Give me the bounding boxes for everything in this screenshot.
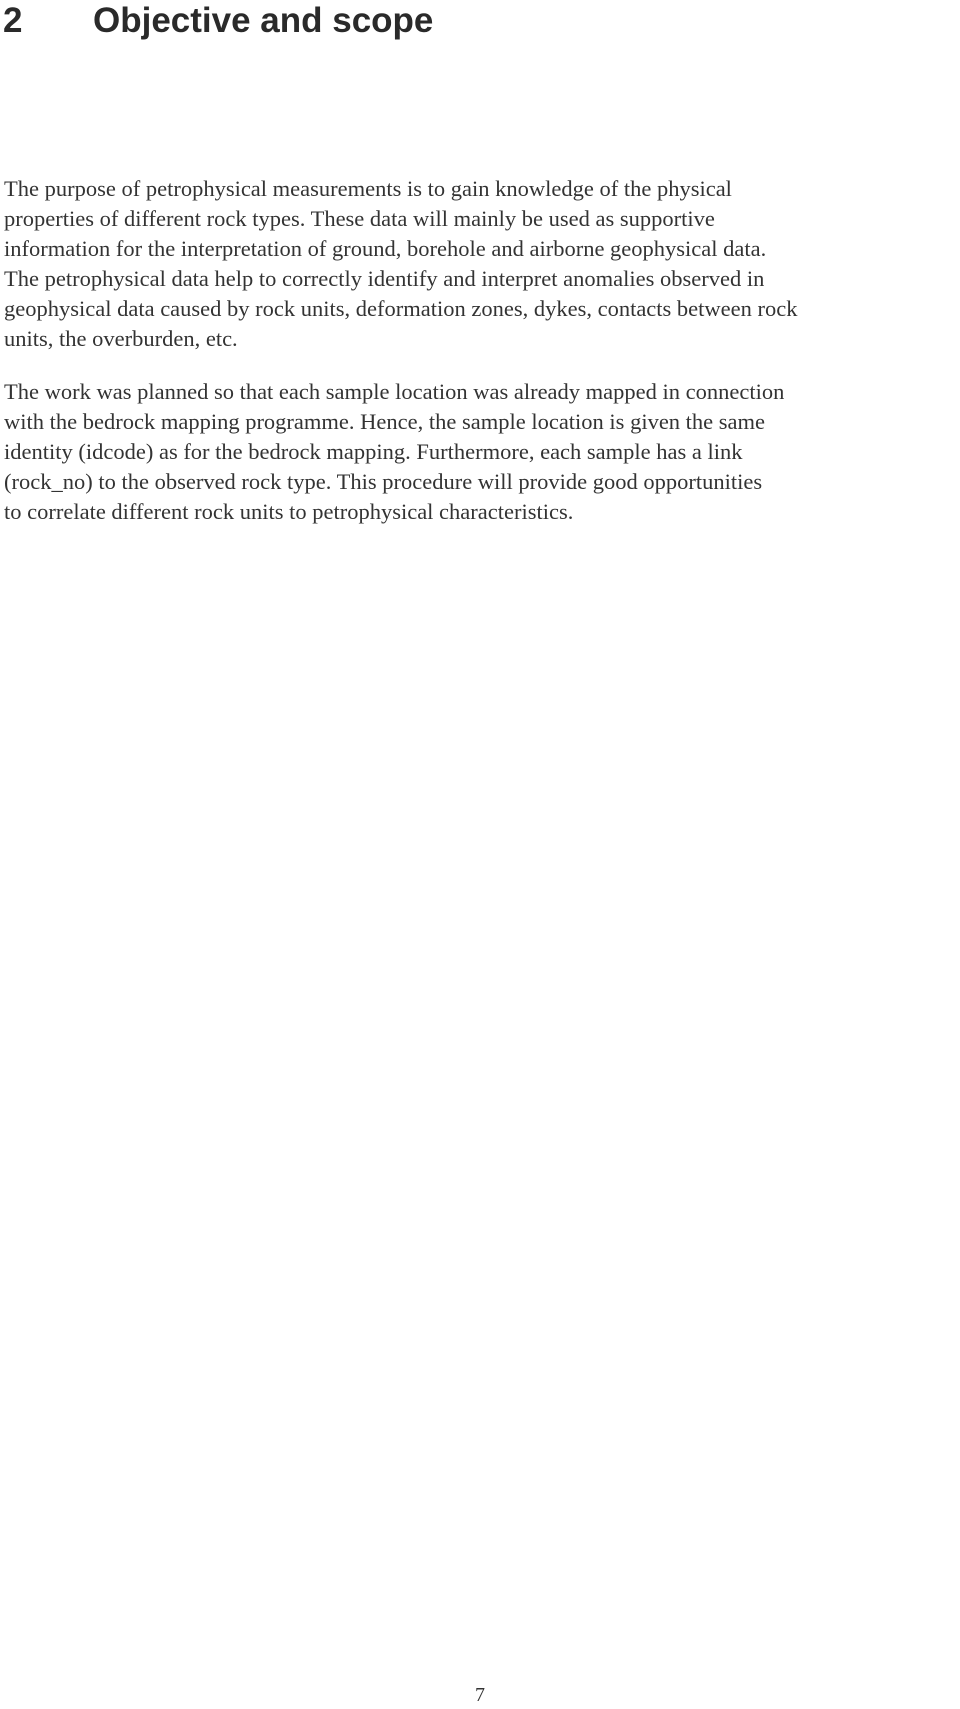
section-number: 2: [3, 1, 23, 40]
section-title: Objective and scope: [93, 1, 434, 40]
body-text: [4, 174, 959, 550]
paragraph-work-plan: The work was planned so that each sample location was already mapped in connection with the bedrock mapping programme. Hence, the sample location is given the same identity (idcode) as for the bedrock mapping. Furthermore, each sample has a link (rock_no) to the observed rock type. This procedure will provide good opportunities to correlate different rock units to petrophysical characteristics.: [4, 379, 785, 524]
page-number: 7: [475, 1684, 485, 1706]
paragraph-purpose: The purpose of petrophysical measurements is to gain knowledge of the physical properties of different rock types. These data will mainly be used as supportive information for the interpretation of ground, borehole and airborne geophysical data. The petrophysical data help to correctly identify and interpret anomalies observed in geophysical data caused by rock units, deformation zones, dykes, contacts between rock units, the overburden, etc.: [4, 176, 798, 351]
section-heading: [3, 0, 433, 42]
